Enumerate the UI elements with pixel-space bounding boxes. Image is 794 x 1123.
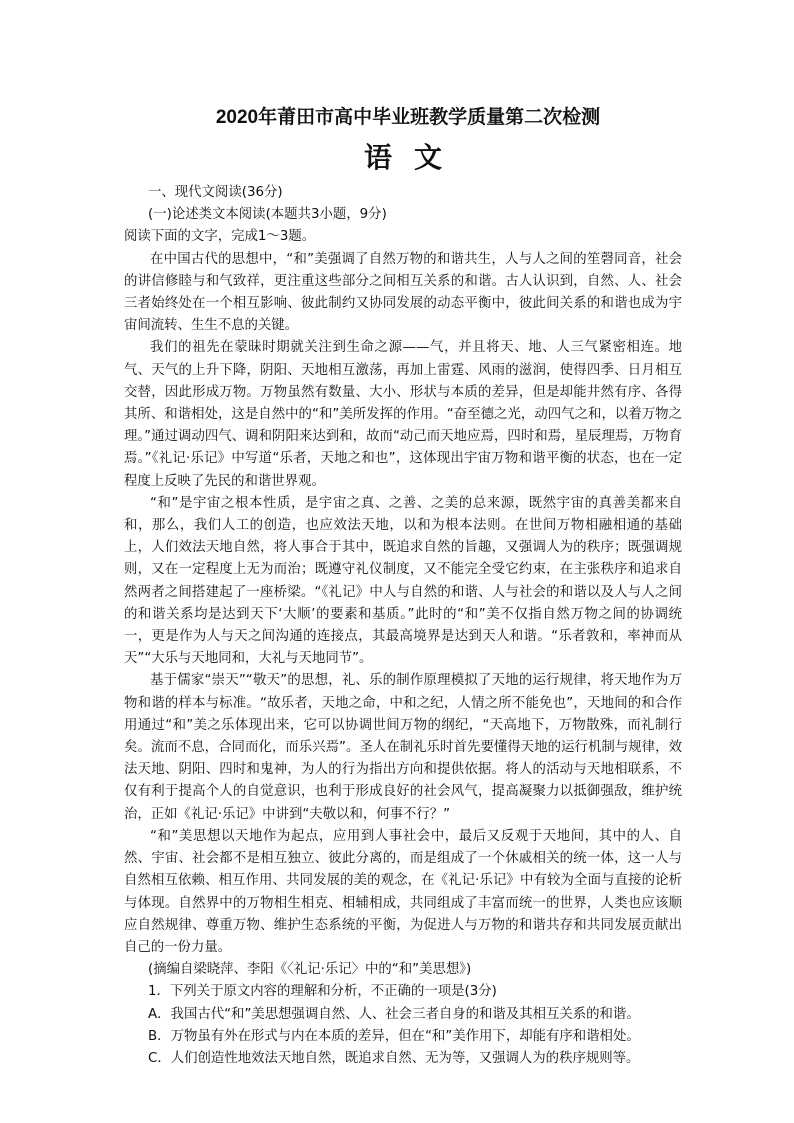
paragraph-3: “和”是宇宙之根本性质，是宇宙之真、之善、之美的总来源，既然宇宙的真善美都来自和，那么，我们人工的创造，也应效法天地，以和为根本法则。在世间万物相融相通的基础上，人们效法天地自然，将人事合于其中，既追求自然的旨趣，又强调人为的秩序；既强调规则，又在一定程度上无为而治；既遵守礼仪制度，又不能完全受它约束，在主张秩序和追求自然两者之间搭建起了一座桥梁。“《礼记》中人与自然的和谐、人与社会的和谐以及人与人之间的和谐关系均是达到天下‘大顺’的要素和基质。”此时的“和”美不仅指自然万物之间的协调统一，更是作为人与天之间沟通的连接点，其最高境界是达到天人和谐。“乐者敦和，率神而从天”“大乐与天地同和，大礼与天地同节”。 (124, 495, 682, 667)
paragraph-2: 我们的祖先在蒙昧时期就关注到生命之源——气，并且将天、地、人三气紧密相连。地气、天气的上升下降，阴阳、天地相互激荡，再加上雷霆、风雨的滋润，使得四季、日月相互交替，因此形成万物。万物虽然有数量、大小、形状与本质的差异，但是却能井然有序、各得其所、和谐相处，这是自然中的“和”美所发挥的作用。“奋至德之光，动四气之和，以着万物之理。”通过调动四气、调和阴阳来达到和，故而“动己而天地应焉，四时和焉，星辰理焉，万物育焉。”《礼记·乐记》中写道“乐者，天地之和也”，这体现出宇宙万物和谐平衡的状态，也在一定程度上反映了先民的和谐世界观。 (124, 340, 682, 489)
subject-title: 语文 (363, 141, 464, 174)
section-heading: 一、现代文阅读(36分) (148, 185, 283, 200)
exam-title: 2020年莆田市高中毕业班教学质量第二次检测 (215, 107, 601, 128)
paragraph-5: “和”美思想以天地作为起点，应用到人事社会中，最后又反观于天地间，其中的人、自然、宇宙、社会都不是相互独立、彼此分离的，而是组成了一个休戚相关的统一体，这一人与自然相互依赖、相互作用、共同发展的美的观念，在《礼记·乐记》中有较为全面与直接的论析与体现。自然界中的万物相生相克、相辅相成，共同组成了丰富而统一的世界，人类也应该顺应自然规律、尊重万物、维护生态系统的平衡，为促进人与万物的和谐共存和共同发展贡献出自己的一份力量。 (124, 828, 682, 955)
subsection-heading: (一)论述类文本阅读(本题共3小题，9分) (148, 207, 387, 223)
option-c: C．人们创造性地效法天地自然，既追求自然、无为等，又强调人为的秩序规则等。 (148, 1050, 640, 1066)
paragraph-4: 基于儒家“崇天”“敬天”的思想，礼、乐的制作原理模拟了天地的运行规律，将天地作为万物和谐的样本与标准。“故乐者，天地之命，中和之纪，人情之所不能免也”，天地间的和合作用通过“和”美之乐体现出来，它可以协调世间万物的纲纪，“天高地下，万物散殊，而礼制行矣。流而不息，合同而化，而乐兴焉”。圣人在制礼乐时首先要懂得天地的运行机制与规律，效法天地、阴阳、四时和鬼神，为人的行为指出方向和提供依据。将人的活动与天地相联系，不仅有利于提高个人的自觉意识，也利于形成良好的社会风气，提高凝聚力以抵御强敌，维护统治，正如《礼记·乐记》中讲到“夫敬以和，何事不行？” (124, 673, 682, 822)
question-stem: 1．下列关于原文内容的理解和分析，不正确的一项是(3分) (148, 984, 497, 1000)
source-citation: (摘编自梁晓萍、李阳《〈礼记·乐记〉中的“和”美思想》) (148, 962, 472, 978)
reading-instruction: 阅读下面的文字，完成1～3题。 (124, 229, 316, 245)
option-a: A．我国古代“和”美思想强调自然、人、社会三者自身的和谐及其相互关系的和谐。 (148, 1006, 640, 1022)
option-b: B．万物虽有外在形式与内在本质的差异，但在“和”美作用下，却能有序和谐相处。 (148, 1028, 640, 1044)
paragraph-1: 在中国古代的思想中，“和”美强调了自然万物的和谐共生，人与人之间的笙磬同音，社会的讲信修睦与和气致祥，更注重这些部分之间相互关系的和谐。古人认识到，自然、人、社会三者始终处在一个相互影响、彼此制约又协同发展的动态平衡中，彼此间关系的和谐也成为宇宙间流转、生生不息的关键。 (124, 251, 682, 334)
